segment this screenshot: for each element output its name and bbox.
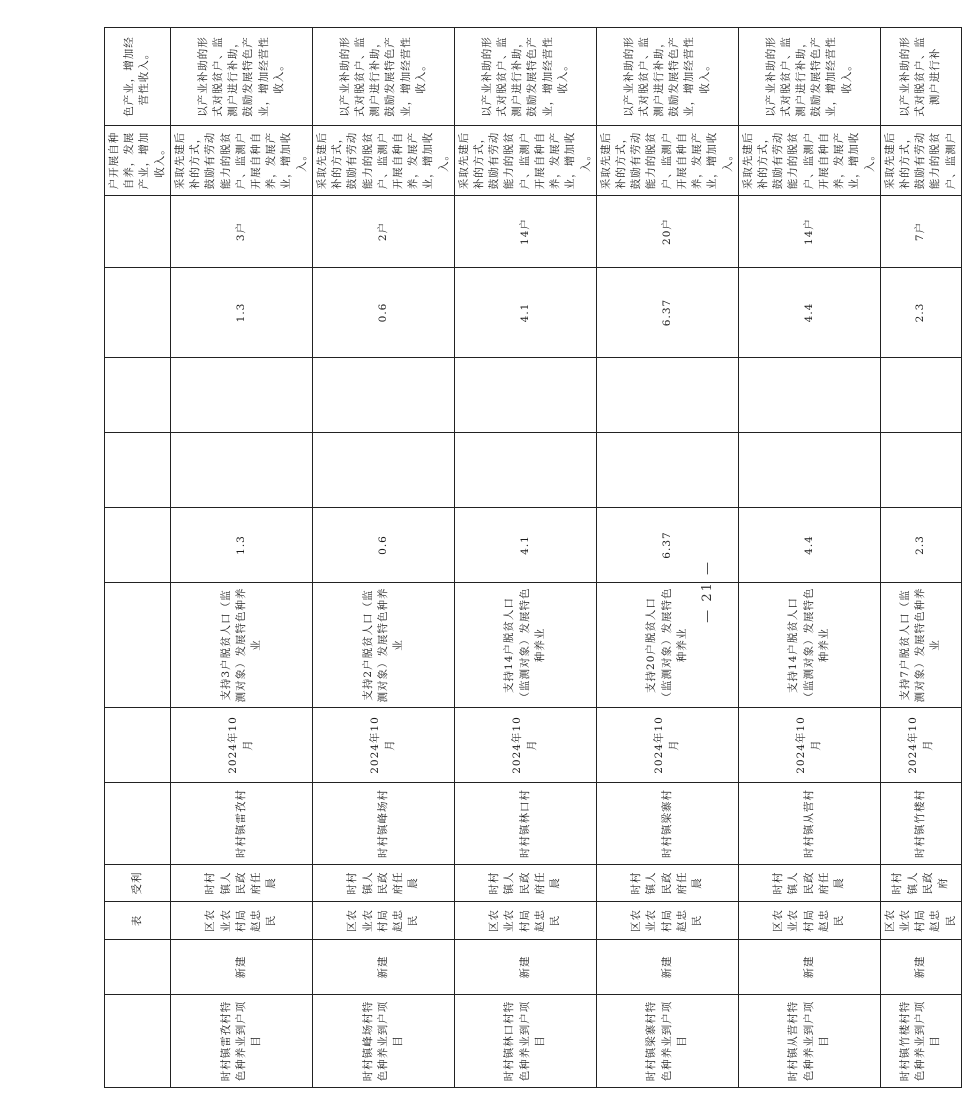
- project-location: 时村镇从营村: [738, 783, 880, 865]
- invest-a: [454, 433, 596, 508]
- header-cell: 表: [105, 902, 171, 940]
- table-row: [880, 28, 961, 1088]
- header-cell: [105, 583, 171, 708]
- funds-amount: 4.4: [738, 268, 880, 358]
- benefit-description: 以产业补助的形式对脱贫户、监测户进行补助，鼓励发展特色产业，增加经营性收入。: [312, 28, 454, 126]
- invest-total: 1.3: [170, 508, 312, 583]
- linkage-mechanism: 采取先建后补的方式，鼓励有劳动能力的脱贫户、监测户: [880, 126, 961, 196]
- invest-total: 4.1: [454, 508, 596, 583]
- header-cell: [105, 783, 171, 865]
- benefit-fragment: 色产业，增加经营性收入。: [105, 28, 171, 126]
- completion-time: 2024年10月: [880, 708, 961, 783]
- project-name: 时村镇峰场村特色种养业到户项目: [312, 995, 454, 1088]
- funds-amount: 1.3: [170, 268, 312, 358]
- benefit-description: 以产业补助的形式对脱贫户、监测户进行补助，鼓励发展特色产业，增加经营性收入。: [596, 28, 738, 126]
- invest-b: [880, 358, 961, 433]
- funds-amount: 0.6: [312, 268, 454, 358]
- responsible-dept: 区农业农村局赵忠民: [738, 902, 880, 940]
- invest-b: [312, 358, 454, 433]
- mechanism-fragment: 户开展自种自养，发展产业，增加收入。: [105, 126, 171, 196]
- project-name: 时村镇竹楼村特色种养业到户项目: [880, 995, 961, 1088]
- completion-time: 2024年10月: [454, 708, 596, 783]
- linkage-mechanism: 采取先建后补的方式，鼓励有劳动能力的脱贫户、监测户开展自种自养，发展产业，增加收入。: [738, 126, 880, 196]
- table-row: [738, 28, 880, 1088]
- header-cell: [105, 358, 171, 433]
- invest-total: 4.4: [738, 508, 880, 583]
- responsible-unit: 时村镇人民政府: [880, 865, 961, 902]
- header-cell: [105, 708, 171, 783]
- funds-amount: 2.3: [880, 268, 961, 358]
- project-name: 时村镇梁寨村特色种养业到户项目: [596, 995, 738, 1088]
- beneficiary-households: 14户: [738, 196, 880, 268]
- page-number: — 21 —: [700, 560, 715, 623]
- project-content: 支持2户脱贫人口（监测对象）发展特色种养业: [312, 583, 454, 708]
- project-type: 新建: [880, 940, 961, 995]
- completion-time: 2024年10月: [596, 708, 738, 783]
- linkage-mechanism: 采取先建后补的方式，鼓励有劳动能力的脱贫户、监测户开展自种自养，发展产业，增加收入。: [454, 126, 596, 196]
- responsible-unit: 时村镇人民政府任晨: [312, 865, 454, 902]
- funds-amount: 4.1: [454, 268, 596, 358]
- invest-a: [170, 433, 312, 508]
- project-location: 时村镇峰场村: [312, 783, 454, 865]
- invest-a: [738, 433, 880, 508]
- table-row: [454, 28, 596, 1088]
- project-table: [104, 27, 962, 1088]
- invest-b: [596, 358, 738, 433]
- header-cell: [105, 196, 171, 268]
- benefit-description: 以产业补助的形式对脱贫户、监测户进行补助，鼓励发展特色产业，增加经营性收入。: [170, 28, 312, 126]
- completion-time: 2024年10月: [312, 708, 454, 783]
- responsible-dept: 区农业农村局赵忠民: [170, 902, 312, 940]
- project-location: 时村镇梁寨村: [596, 783, 738, 865]
- project-location: 时村镇林口村: [454, 783, 596, 865]
- header-cell: [105, 995, 171, 1088]
- responsible-unit: 时村镇人民政府任晨: [170, 865, 312, 902]
- benefit-description: 以产业补助的形式对脱贫户、监测户进行补助，鼓励发展特色产业，增加经营性收入。: [738, 28, 880, 126]
- project-content: 支持7户脱贫人口（监测对象）发展特色种养业: [880, 583, 961, 708]
- project-content: 支持20户脱贫人口（监测对象）发展特色种养业: [596, 583, 738, 708]
- project-content: 支持3户脱贫人口（监测对象）发展特色种养业: [170, 583, 312, 708]
- beneficiary-households: 2户: [312, 196, 454, 268]
- project-name: 时村镇雷孜村特色种养业到户项目: [170, 995, 312, 1088]
- benefit-description: 以产业补助的形式对脱贫户、监测户进行补助，鼓励发展特色产业，增加经营性收入。: [454, 28, 596, 126]
- invest-b: [170, 358, 312, 433]
- table-row: [170, 28, 312, 1088]
- responsible-unit: 时村镇人民政府任晨: [596, 865, 738, 902]
- beneficiary-households: 3户: [170, 196, 312, 268]
- beneficiary-households: 7户: [880, 196, 961, 268]
- beneficiary-households: 20户: [596, 196, 738, 268]
- project-type: 新建: [454, 940, 596, 995]
- table-row: [596, 28, 738, 1088]
- project-location: 时村镇竹楼村: [880, 783, 961, 865]
- responsible-dept: 区农业农村局赵忠民: [596, 902, 738, 940]
- invest-a: [596, 433, 738, 508]
- header-row: [105, 28, 171, 1088]
- project-type: 新建: [312, 940, 454, 995]
- project-type: 新建: [170, 940, 312, 995]
- responsible-dept: 区农业农村局赵忠民: [880, 902, 961, 940]
- benefit-description: 以产业补助的形式对脱贫户、监测户进行补: [880, 28, 961, 126]
- responsible-dept: 区农业农村局赵忠民: [312, 902, 454, 940]
- responsible-dept: 区农业农村局赵忠民: [454, 902, 596, 940]
- funds-amount: 6.37: [596, 268, 738, 358]
- project-name: 时村镇从营村特色种养业到户项目: [738, 995, 880, 1088]
- responsible-unit: 时村镇人民政府任晨: [738, 865, 880, 902]
- linkage-mechanism: 采取先建后补的方式，鼓励有劳动能力的脱贫户、监测户开展自种自养，发展产业，增加收入。: [596, 126, 738, 196]
- project-type: 新建: [738, 940, 880, 995]
- project-type: 新建: [596, 940, 738, 995]
- completion-time: 2024年10月: [738, 708, 880, 783]
- header-cell: [105, 433, 171, 508]
- invest-total: 2.3: [880, 508, 961, 583]
- project-content: 支持14户脱贫人口（监测对象）发展特色种养业: [738, 583, 880, 708]
- linkage-mechanism: 采取先建后补的方式，鼓励有劳动能力的脱贫户、监测户开展自种自养，发展产业，增加收入。: [170, 126, 312, 196]
- project-content: 支持14户脱贫人口（监测对象）发展特色种养业: [454, 583, 596, 708]
- completion-time: 2024年10月: [170, 708, 312, 783]
- project-location: 时村镇雷孜村: [170, 783, 312, 865]
- header-cell: 受利: [105, 865, 171, 902]
- invest-a: [312, 433, 454, 508]
- header-cell: [105, 268, 171, 358]
- header-cell: [105, 508, 171, 583]
- header-cell: [105, 940, 171, 995]
- invest-b: [738, 358, 880, 433]
- invest-total: 0.6: [312, 508, 454, 583]
- project-name: 时村镇林口村特色种养业到户项目: [454, 995, 596, 1088]
- table-row: [312, 28, 454, 1088]
- invest-a: [880, 433, 961, 508]
- beneficiary-households: 14户: [454, 196, 596, 268]
- invest-total: 6.37: [596, 508, 738, 583]
- invest-b: [454, 358, 596, 433]
- responsible-unit: 时村镇人民政府任晨: [454, 865, 596, 902]
- linkage-mechanism: 采取先建后补的方式，鼓励有劳动能力的脱贫户、监测户开展自种自养，发展产业，增加收入。: [312, 126, 454, 196]
